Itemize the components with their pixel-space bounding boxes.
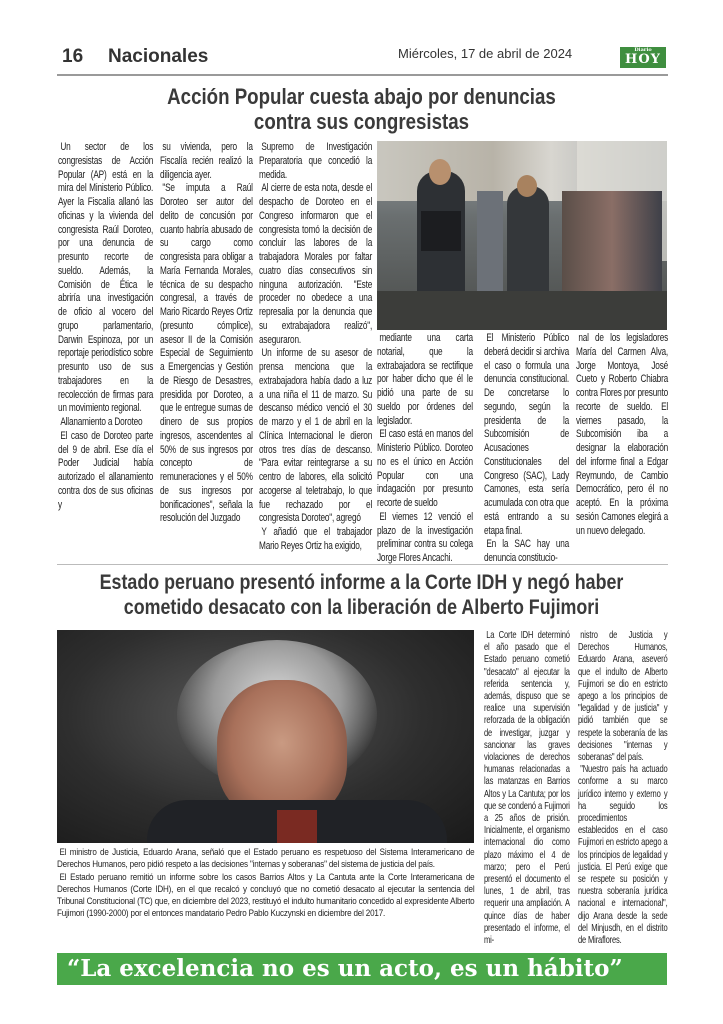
logo-big-text: HOY xyxy=(625,52,661,67)
paragraph: Al cierre de esta nota, desde el despacho de Doroteo en el Congreso informaron que el congresista tomó la decisión de concluir las labores de la trabajadora Morales por faltar cuatro días consecutivos sin ninguna autorización. "Este proceder no obedece a una represalia por la denuncia que su extrabajadora realizó", aseguraron. xyxy=(259,182,373,346)
paragraph: El Ministerio Público deberá decidir si archiva el caso o formula una denuncia constitucional. De concretarse lo segundo, según la presidenta de la Subcomisión de Acusaciones Constitucionales del Congreso (SAC), Lady Camones, esta sería acumulada con otra que está entrando a su etapa final. xyxy=(484,332,570,537)
article-separator xyxy=(57,564,668,565)
section-title: Nacionales xyxy=(108,46,209,67)
headline-line: cometido desacato con la liberación de Alberto Fujimori xyxy=(123,596,600,619)
logo-small-text: Diario xyxy=(634,47,652,53)
paragraph: El caso de Doroteo parte del 9 de abril. Ese día el Poder Judicial había autorizado el allanamiento contra dos de sus oficinas y xyxy=(58,429,154,511)
article1-column-5 xyxy=(484,332,569,566)
headline-line: Acción Popular cuesta abajo por denuncias xyxy=(167,84,556,109)
paragraph: El caso está en manos del Ministerio Público. Doroteo no es el único en Acción Popular con una indagación por presunto recorte de sueldo xyxy=(377,428,473,509)
paragraph: nistro de Justicia y Derechos Humanos, Eduardo Arana, aseveró que el indulto de Alberto Fujimori se dio en estricto apego a los principios de "legalidad y de justicia" y pidió también que se respete la soberanía de las decisiones "internas y soberanas" del país. xyxy=(578,630,668,764)
paragraph: El viernes 12 venció el plazo de la investigación preliminar contra su colega Jorge Flores Ancachi. xyxy=(377,510,473,564)
page-number: 16 xyxy=(62,46,84,67)
article1-column-3 xyxy=(259,141,372,554)
headline-line: Estado peruano presentó informe a la Corte IDH y negó haber xyxy=(99,571,624,594)
issue-date: Miércoles, 17 de abril de 2024 xyxy=(398,46,573,61)
article1-column-4 xyxy=(377,332,473,566)
fujimori-portrait-photo xyxy=(57,630,474,843)
paragraph: Y añadió que el trabajador Mario Reyes Ortiz ha exigido, xyxy=(259,526,373,552)
paragraph: su vivienda, pero la Fiscalía recién realizó la diligencia ayer. xyxy=(160,141,253,181)
police-raid-photo xyxy=(377,141,667,330)
caption-paragraph: El ministro de Justicia, Eduardo Arana, señaló que el Estado peruano es respetuoso del Sistema Interamericano de Derechos Humanos, pero pidió respeto a las decisiones "internas y soberanas" del sistema de justicia del país. xyxy=(57,847,475,871)
quote-banner xyxy=(57,953,667,985)
paragraph: nal de los legisladores María del Carmen Alva, Jorge Montoya, José Cueto y Roberto Chiabra contra Flores por presunto recorte de sueldo. El viernes pasado, la Subcomisión iba a designar la elaboración del informe final a Edgar Reymundo, de Cambio Democrático, pero él no aceptó. En la próxima sesión Camones elegirá a un nuevo delegado. xyxy=(576,332,669,537)
article1-headline xyxy=(0,84,723,134)
article2-headline xyxy=(0,570,723,620)
paragraph: "Se imputa a Raúl Doroteo ser autor del delito de concusión por cuanto habría abusado de su cargo como congresista para obligar a María Fernanda Morales, técnica de su despacho congresal, a través de Mario Ricardo Reyes Ortiz (presunto cómplice), asesor II de la Comisión Especial de Seguimiento a Emergencias y Gestión de Riesgo de Desastres, presidida por Doroteo, a que le entregue sumas de dinero de sus propios ingresos, ascendentes al 50% de sus ingresos por concepto de remuneraciones y el 50% de sus ingresos por bonificaciones", señala la resolución del Juzgado xyxy=(160,182,253,525)
paragraph: La Corte IDH determinó el año pasado que el Estado peruano cometió "desacato" al ejecutar la referida sentencia y, además, dispuso que se realice una supervisión reforzada de la obligación de investigar, juzgar y sancionar las graves violaciones de derechos humanas relacionadas a las matanzas en Barrios Altos y La Cantuta; por los que se condenó a Fujimori a 25 años de prisión. Inicialmente, el organismo internacional dio como plazo máximo el 4 de marzo; pero el Perú presentó el documento el lunes, 1 de abril, tras requerir una ampliación. A quince días de haber presentado el informe, el mi- xyxy=(484,630,570,947)
headline-line: contra sus congresistas xyxy=(253,109,470,134)
header-rule xyxy=(57,74,668,76)
paragraph: Un sector de los congresistas de Acción Popular (AP) está en la mira del Ministerio Público. Ayer la Fiscalía allanó las oficinas y la vivienda del congresista Raúl Doroteo, por una denuncia de presunto recorte de sueldo. Además, la Comisión de Ética le abriría una investigación de oficio al vocero del grupo parlamentario, Darwin Espinoza, por un reportaje periodístico sobre presunto uso de sus trabajadores en la recolección de firmas para un movimiento regional. xyxy=(58,141,154,415)
caption-paragraph: El Estado peruano remitió un informe sobre los casos Barrios Altos y La Cantuta ante la Corte Interamericana de Derechos Humanos (Corte IDH), en el que recalcó y concluyó que no cometió desacato al ejecutar la sentencia del Tribunal Constitucional (TC) que, en diciembre del 2023, restituyó el indulto humanitario concedido al expresidente Alberto Fujimori (1990-2000) por el entonces mandatario Pedro Pablo Kuczynski en diciembre del 2017. xyxy=(57,871,475,920)
article1-column-1 xyxy=(58,141,153,512)
photo-caption xyxy=(57,847,474,921)
article1-column-6 xyxy=(576,332,668,538)
paragraph: mediante una carta notarial, que la extrabajadora se rectifique por haber dicho que él le pidió una parte de su sueldo por órdenes del legislador. xyxy=(377,332,473,427)
newspaper-logo xyxy=(620,47,666,68)
paragraph: En la SAC hay una denuncia constitucio- xyxy=(484,538,570,564)
banner-quote: “La excelencia no es un acto, es un hábito” xyxy=(67,955,623,982)
paragraph: "Nuestro país ha actuado conforme a su marco jurídico interno y externo y ha seguido los procedimientos establecidos en el caso Fujimori en estricto apego a los principios de legalidad y justicia. El Perú exige que se respete su posición y nuestra soberanía jurídica nacional e internacional", dijo Arana desde la sede del Minjusdh, en el distrito de Miraflores. xyxy=(578,764,668,947)
paragraph: Supremo de Investigación Preparatoria que concedió la medida. xyxy=(259,141,373,181)
article1-column-2 xyxy=(160,141,253,526)
paragraph: Un informe de su asesor de prensa menciona que la extrabajadora había dado a luz a una niña el 11 de marzo. Su descanso médico venció el 30 de marzo y el 1 de abril en la Clínica Internacional le dieron otros tres días de descanso. "Para evitar reintegrarse a su centro de labores, ella solicitó acogerse al teletrabajo, lo que fue rechazado por el congresista Doroteo", agregó xyxy=(259,347,373,525)
subheading: Allanamiento a Doroteo xyxy=(60,416,143,428)
article2-column-2 xyxy=(578,630,668,947)
article2-column-1 xyxy=(484,630,570,947)
